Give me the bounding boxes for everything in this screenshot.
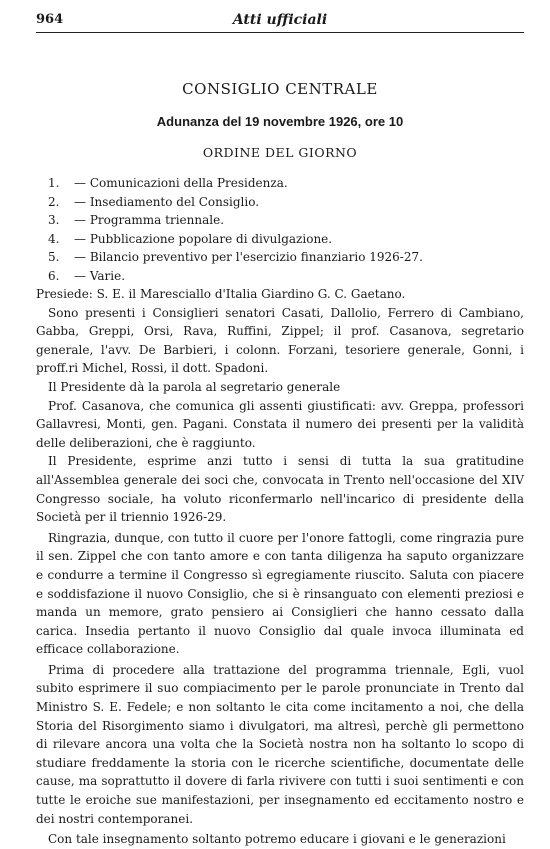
body-paragraph: Il Presidente dà la parola al segretario generale bbox=[48, 379, 341, 394]
body-paragraph: Ringrazia, dunque, con tutto il cuore per l'onore fattogli, come ringrazia pure il sen. Zippel che con tanto amore e con tanta diligenza ha saputo organizzare e condurre a termine il Congresso sì egregiamente riuscito. Saluta con piacere e soddisfazione il nuovo Consiglio, che si è rinsanguato con elementi preziosi e manda un memore, grato pensiero ai Consiglieri che hanno cessato dalla carica. Insedia pertanto il nuovo Consiglio dal quale invoca illuminata ed efficace collaborazione. bbox=[36, 530, 524, 657]
agenda-item bbox=[36, 211, 524, 230]
attendees-paragraph: Sono presenti i Consiglieri senatori Casati, Dallolio, Ferrero di Cambiano, Gabba, Greppi, Orsi, Rava, Ruffini, Zippel; il prof. Casanova, segretario generale, l'avv. De Barbieri, i colonn. Forzani, tesoriere generale, Gonni, i proff.ri Michel, Rossi, il dott. Spadoni. bbox=[36, 305, 524, 376]
meeting-date: Adunanza del 19 novembre 1926, ore 10 bbox=[156, 114, 404, 129]
agenda-item bbox=[36, 267, 524, 286]
agenda-item-number: 3. bbox=[48, 213, 60, 227]
header-rule bbox=[36, 32, 524, 33]
agenda-item-text: — Bilancio preventivo per l'esercizio finanziario 1926-27. bbox=[74, 250, 423, 264]
agenda-item-text: — Comunicazioni della Presidenza. bbox=[74, 176, 288, 190]
agenda-item-text: — Pubblicazione popolare di divulgazione. bbox=[74, 231, 333, 246]
presides-paragraph: Presiede: S. E. il Maresciallo d'Italia Giardino G. C. Gaetano. bbox=[36, 287, 406, 301]
body-paragraph: Prima di procedere alla trattazione del programma triennale, Egli, vuol subito esprimere il suo compiacimento per le parole pronunciate in Trento dal Ministro S. E. Fedele; e non soltanto le cita come incitamento a noi, che della Storia del Risorgimento siamo i divulgatori, ma altresì, perchè gli permettono di rilevare ancora una volta che la Società nostra non ha soltanto lo scopo di studiare freddamente la storia con le ricerche scientifiche, documentate delle cause, ma soprattutto il dovere di farla rivivere con tutti i suoi sentimenti e con tutte le eroiche sue manifestazioni, per insegnamento ed eccitamento nostro e dei nostri contemporanei. bbox=[36, 662, 524, 826]
agenda-item bbox=[36, 230, 524, 249]
section-heading: CONSIGLIO CENTRALE bbox=[182, 80, 378, 98]
agenda-item-number: 4. bbox=[48, 231, 60, 246]
agenda-item bbox=[36, 174, 524, 193]
agenda-title: ORDINE DEL GIORNO bbox=[202, 145, 358, 160]
agenda-item-text: — Varie. bbox=[74, 268, 126, 283]
running-title: Atti ufficiali bbox=[232, 12, 328, 28]
agenda-item bbox=[36, 193, 524, 212]
agenda-item-number: 5. bbox=[48, 250, 60, 264]
agenda-item bbox=[36, 248, 524, 267]
agenda-item-number: 6. bbox=[48, 268, 60, 283]
agenda-item-number: 2. bbox=[48, 194, 60, 209]
agenda-list bbox=[36, 174, 524, 285]
page-header bbox=[36, 12, 524, 36]
agenda-item-text: — Insediamento del Consiglio. bbox=[74, 194, 260, 209]
agenda-item-number: 1. bbox=[48, 176, 60, 190]
body-paragraph: Con tale insegnamento soltanto potremo educare i giovani e le generazioni bbox=[48, 832, 506, 847]
agenda-item-text: — Programma triennale. bbox=[74, 213, 225, 227]
page-number: 964 bbox=[36, 12, 64, 27]
body-paragraph: Prof. Casanova, che comunica gli assenti giustificati: avv. Greppa, professori Gallavresi, Monti, gen. Pagani. Constata il numero dei presenti per la validità delle deliberazioni, che è raggiunto. bbox=[36, 398, 524, 450]
body-paragraph: Il Presidente, esprime anzi tutto i sensi di tutta la sua gratitudine all'Assemblea generale dei soci che, convocata in Trento nell'occasione del XIV Congresso sociale, ha voluto riconfermarlo nell'incarico di presidente della Società per il triennio 1926-29. bbox=[36, 454, 524, 525]
